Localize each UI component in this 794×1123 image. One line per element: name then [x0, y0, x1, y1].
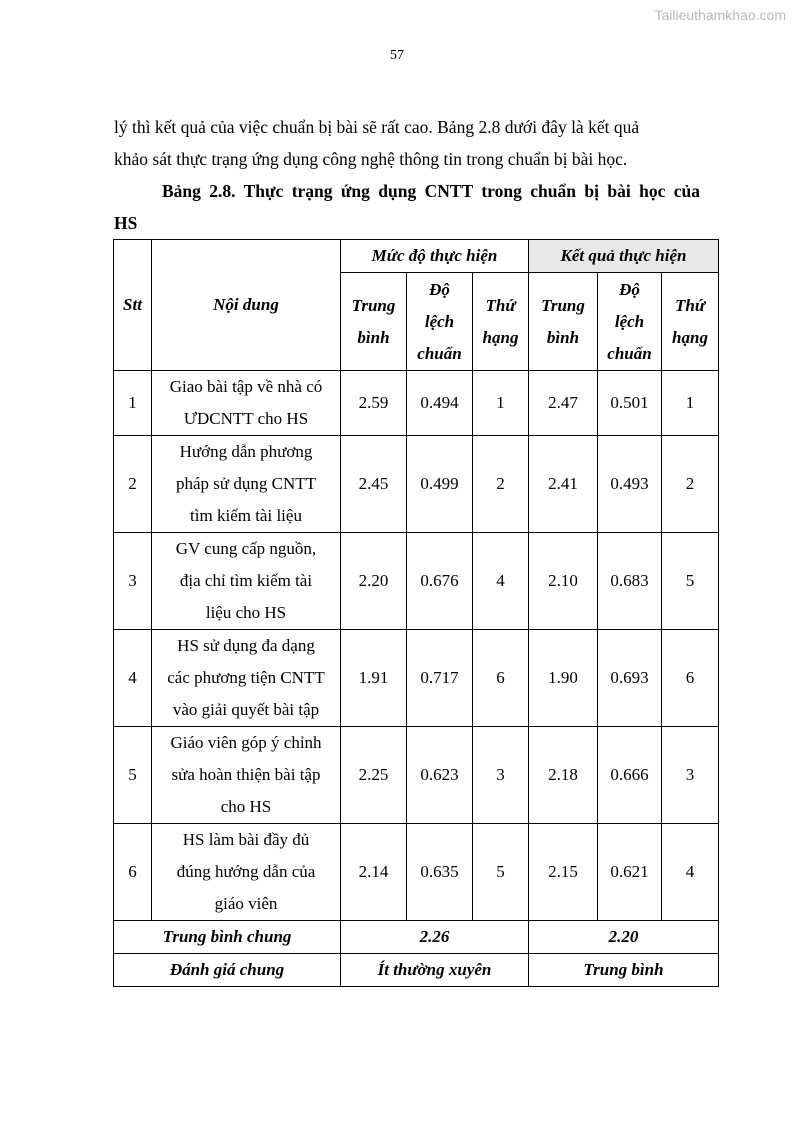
header-group-implementation-level: Mức độ thực hiện [341, 240, 529, 273]
cell-mean-1: 1.91 [341, 630, 407, 727]
cell-sd-1: 0.717 [407, 630, 473, 727]
average-value-1: 2.26 [341, 921, 529, 954]
header-rank: Thứ hạng [473, 273, 529, 371]
paragraph-line: khảo sát thực trạng ứng dụng công nghệ thông tin trong chuẩn bị bài học. [114, 149, 628, 169]
cell-content: GV cung cấp nguồn, địa chỉ tìm kiếm tài liệu cho HS [152, 533, 341, 630]
watermark: Tailieuthamkhao.com [654, 7, 786, 23]
cell-mean-1: 2.45 [341, 436, 407, 533]
cell-mean-2: 2.41 [529, 436, 598, 533]
cell-sd-2: 0.493 [598, 436, 662, 533]
cell-rank-2: 3 [662, 727, 719, 824]
cell-content: HS làm bài đầy đủ đúng hướng dẫn của giáo viên [152, 824, 341, 921]
cell-mean-1: 2.20 [341, 533, 407, 630]
cell-rank-1: 1 [473, 371, 529, 436]
cell-stt: 2 [114, 436, 152, 533]
cell-sd-2: 0.501 [598, 371, 662, 436]
table-row [114, 533, 719, 630]
body-paragraph [114, 111, 700, 175]
table-row [114, 436, 719, 533]
cell-sd-1: 0.499 [407, 436, 473, 533]
cell-mean-2: 2.15 [529, 824, 598, 921]
header-sd: Độ lệch chuẩn [407, 273, 473, 371]
header-sd: Độ lệch chuẩn [598, 273, 662, 371]
evaluation-row [114, 954, 719, 987]
cell-stt: 6 [114, 824, 152, 921]
cell-mean-1: 2.25 [341, 727, 407, 824]
header-content: Nội dung [152, 240, 341, 371]
average-row [114, 921, 719, 954]
table-row [114, 630, 719, 727]
cell-stt: 5 [114, 727, 152, 824]
cell-rank-1: 3 [473, 727, 529, 824]
cell-sd-2: 0.621 [598, 824, 662, 921]
cell-rank-2: 1 [662, 371, 719, 436]
cell-mean-2: 1.90 [529, 630, 598, 727]
cell-rank-1: 2 [473, 436, 529, 533]
cell-rank-1: 5 [473, 824, 529, 921]
cell-rank-1: 6 [473, 630, 529, 727]
cell-rank-2: 5 [662, 533, 719, 630]
cell-sd-1: 0.494 [407, 371, 473, 436]
table-caption-line: HS [114, 213, 138, 233]
table-row [114, 824, 719, 921]
paragraph-line: lý thì kết quả của việc chuẩn bị bài sẽ rất cao. Bảng 2.8 dưới đây là kết quả [114, 117, 640, 137]
cell-mean-2: 2.10 [529, 533, 598, 630]
cell-sd-2: 0.666 [598, 727, 662, 824]
header-rank: Thứ hạng [662, 273, 719, 371]
header-mean: Trung bình [529, 273, 598, 371]
cell-rank-2: 2 [662, 436, 719, 533]
table-row [114, 727, 719, 824]
average-label: Trung bình chung [114, 921, 341, 954]
evaluation-label: Đánh giá chung [114, 954, 341, 987]
cell-stt: 1 [114, 371, 152, 436]
cell-stt: 4 [114, 630, 152, 727]
cell-mean-2: 2.47 [529, 371, 598, 436]
cell-sd-2: 0.683 [598, 533, 662, 630]
table-caption-line: Bảng 2.8. Thực trạng ứng dụng CNTT trong chuẩn bị bài học của [162, 181, 700, 201]
table-header-row [114, 240, 719, 273]
cell-content: Giáo viên góp ý chỉnh sửa hoàn thiện bài tập cho HS [152, 727, 341, 824]
survey-table [113, 239, 719, 987]
cell-mean-2: 2.18 [529, 727, 598, 824]
cell-rank-1: 4 [473, 533, 529, 630]
cell-rank-2: 4 [662, 824, 719, 921]
cell-sd-2: 0.693 [598, 630, 662, 727]
cell-stt: 3 [114, 533, 152, 630]
cell-content: Hướng dẫn phương pháp sử dụng CNTT tìm kiếm tài liệu [152, 436, 341, 533]
page-number: 57 [390, 48, 404, 63]
cell-mean-1: 2.14 [341, 824, 407, 921]
cell-sd-1: 0.635 [407, 824, 473, 921]
table-row [114, 371, 719, 436]
table-caption [114, 175, 700, 239]
cell-rank-2: 6 [662, 630, 719, 727]
cell-content: Giao bài tập về nhà có ƯDCNTT cho HS [152, 371, 341, 436]
header-group-implementation-result: Kết quả thực hiện [529, 240, 719, 273]
cell-sd-1: 0.676 [407, 533, 473, 630]
average-value-2: 2.20 [529, 921, 719, 954]
header-stt: Stt [114, 240, 152, 371]
cell-mean-1: 2.59 [341, 371, 407, 436]
header-mean: Trung bình [341, 273, 407, 371]
cell-sd-1: 0.623 [407, 727, 473, 824]
evaluation-value-2: Trung bình [529, 954, 719, 987]
evaluation-value-1: Ít thường xuyên [341, 954, 529, 987]
cell-content: HS sử dụng đa dạng các phương tiện CNTT vào giải quyết bài tập [152, 630, 341, 727]
